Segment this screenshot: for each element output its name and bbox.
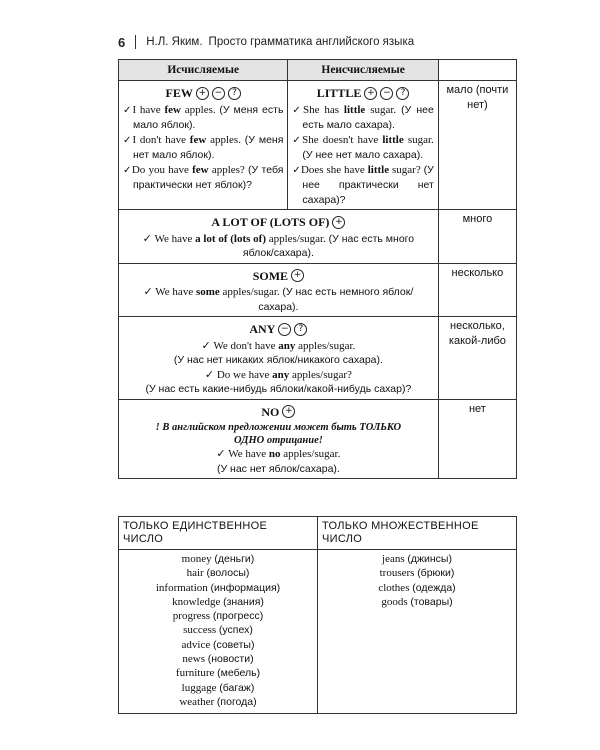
any-translation-1: (У нас нет никаких яблок/никакого сахара). <box>173 354 383 366</box>
any-term-label: ANY <box>249 322 276 336</box>
plus-icon: + <box>332 216 345 229</box>
check-icon: ✓ <box>143 286 153 298</box>
any-translation-2: (У нас есть какие-нибудь яблоки/какой-нибудь сахар)? <box>145 383 412 395</box>
little-term-label: LITTLE <box>316 86 362 100</box>
a-lot-of-translation: яблок/сахара). <box>242 247 314 259</box>
some-meaning: несколько <box>438 263 516 317</box>
number-table-header-row <box>119 517 517 550</box>
list-item: goods (товары) <box>381 595 453 608</box>
check-icon: ✓ <box>123 104 133 116</box>
list-item: advice (советы) <box>181 638 255 651</box>
some-example: ✓ We have some apples/sugar. (У нас есть немного яблок/ <box>143 286 414 298</box>
no-row <box>119 399 517 479</box>
a-lot-of-term <box>123 215 434 230</box>
some-term-label: SOME <box>252 268 289 283</box>
singular-header-line-1: ТОЛЬКО ЕДИНСТВЕННОЕ <box>123 520 268 532</box>
question-icon: ? <box>228 87 241 100</box>
few-example-1: ✓I have few apples. (У меня есть мало яблок). <box>123 103 284 131</box>
singular-header <box>119 517 318 550</box>
list-item: trousers (брюки) <box>379 567 455 580</box>
list-item: progress (прогресс) <box>172 610 264 623</box>
check-icon: ✓ <box>292 164 301 176</box>
list-item: jeans (джинсы) <box>382 553 452 565</box>
some-row <box>119 263 517 317</box>
any-meaning-line-1: несколько, <box>450 320 505 332</box>
little-example-1: ✓She has little sugar. (У нее есть мало сахара). <box>292 103 434 131</box>
list-item: money (деньги) <box>181 553 255 565</box>
check-icon: ✓ <box>123 134 133 146</box>
list-item: clothes (одежда) <box>378 581 456 594</box>
few-little-meaning: мало (почти нет) <box>438 81 516 210</box>
a-lot-of-example: ✓ We have a lot of (lots of) apples/sugar. (У нас есть много <box>142 232 415 245</box>
a-lot-of-term-label: A LOT OF (LOTS OF) <box>211 215 330 229</box>
few-term-label: FEW <box>165 86 193 100</box>
plural-list <box>318 550 517 714</box>
quantifiers-header-row <box>119 60 517 81</box>
list-item: information (информация) <box>155 581 281 594</box>
plural-header <box>318 517 517 550</box>
little-example-3: ✓Does she have little sugar? (У нее практически нет сахара)? <box>292 163 434 206</box>
quantifiers-table <box>118 59 517 479</box>
few-example-2: ✓I don't have few apples. (У меня нет мало яблок). <box>123 133 284 161</box>
minus-icon: − <box>380 87 393 100</box>
plus-icon: + <box>364 87 377 100</box>
check-icon: ✓ <box>216 448 226 460</box>
no-term-label: NO <box>261 404 280 419</box>
few-cell <box>119 81 288 210</box>
no-warning-line-1: ! В английском предложении может быть ТОЛЬКО <box>155 422 402 433</box>
plural-header-line-2: ЧИСЛО <box>322 533 363 545</box>
plus-icon: + <box>282 405 295 418</box>
number-table <box>118 516 517 714</box>
no-translation: (У нас нет яблок/сахара). <box>216 462 340 475</box>
no-term <box>123 405 434 420</box>
col-countable-header: Исчисляемые <box>119 60 288 81</box>
any-row <box>119 317 517 400</box>
header-divider <box>135 35 136 49</box>
few-little-row <box>119 81 517 210</box>
singular-list <box>119 550 318 714</box>
no-meaning: нет <box>438 399 516 479</box>
list-item: knowledge (знания) <box>172 595 264 608</box>
any-example-2: ✓ Do we have any apples/sugar? <box>204 368 352 381</box>
plural-header-line-1: ТОЛЬКО МНОЖЕСТВЕННОЕ <box>322 520 479 532</box>
page-number: 6 <box>118 34 126 50</box>
some-cell <box>119 263 439 317</box>
minus-icon: − <box>278 323 291 336</box>
check-icon: ✓ <box>142 232 152 245</box>
any-cell <box>119 317 439 400</box>
little-cell <box>288 81 438 210</box>
check-icon: ✓ <box>292 134 303 146</box>
no-example: ✓ We have no apples/sugar. <box>216 448 341 460</box>
some-term <box>123 269 434 284</box>
question-icon: ? <box>396 87 409 100</box>
no-cell <box>119 399 439 479</box>
list-item: hair (волосы) <box>186 567 250 580</box>
plus-icon: + <box>291 269 304 282</box>
list-item: luggage (багаж) <box>181 681 255 694</box>
list-item: weather (погода) <box>179 695 257 708</box>
plus-icon: + <box>196 87 209 100</box>
little-term <box>292 86 433 101</box>
a-lot-of-meaning: много <box>438 210 516 264</box>
a-lot-of-row <box>119 210 517 264</box>
author: Н.Л. Яким. <box>146 36 203 48</box>
little-example-2: ✓She doesn't have little sugar. (У нее нет мало сахара). <box>292 133 434 161</box>
check-icon: ✓ <box>292 104 303 116</box>
running-header <box>118 33 518 51</box>
any-example-1: ✓ We don't have any apples/sugar. <box>201 339 356 352</box>
minus-icon: − <box>212 87 225 100</box>
any-meaning-line-2: какой-либо <box>448 334 506 347</box>
col-uncountable-header: Неисчисляемые <box>288 60 438 81</box>
check-icon: ✓ <box>123 164 132 176</box>
list-item: success (успех) <box>183 624 253 637</box>
check-icon: ✓ <box>201 339 211 352</box>
some-translation: сахара). <box>258 300 299 313</box>
singular-header-line-2: ЧИСЛО <box>123 533 164 545</box>
number-table-body-row <box>119 550 517 714</box>
any-meaning <box>438 317 516 400</box>
few-term <box>123 86 283 101</box>
col-meaning-header <box>438 60 516 81</box>
a-lot-of-cell <box>119 210 439 264</box>
book-title: Просто грамматика английского языка <box>208 36 415 48</box>
list-item: furniture (мебель) <box>175 667 261 680</box>
check-icon: ✓ <box>204 368 215 381</box>
any-term <box>123 322 434 337</box>
question-icon: ? <box>294 323 307 336</box>
few-example-3: ✓Do you have few apples? (У тебя практически нет яблок)? <box>123 163 284 191</box>
list-item: news (новости) <box>182 653 254 666</box>
no-warning-line-2: ОДНО отрицание! <box>233 435 323 446</box>
